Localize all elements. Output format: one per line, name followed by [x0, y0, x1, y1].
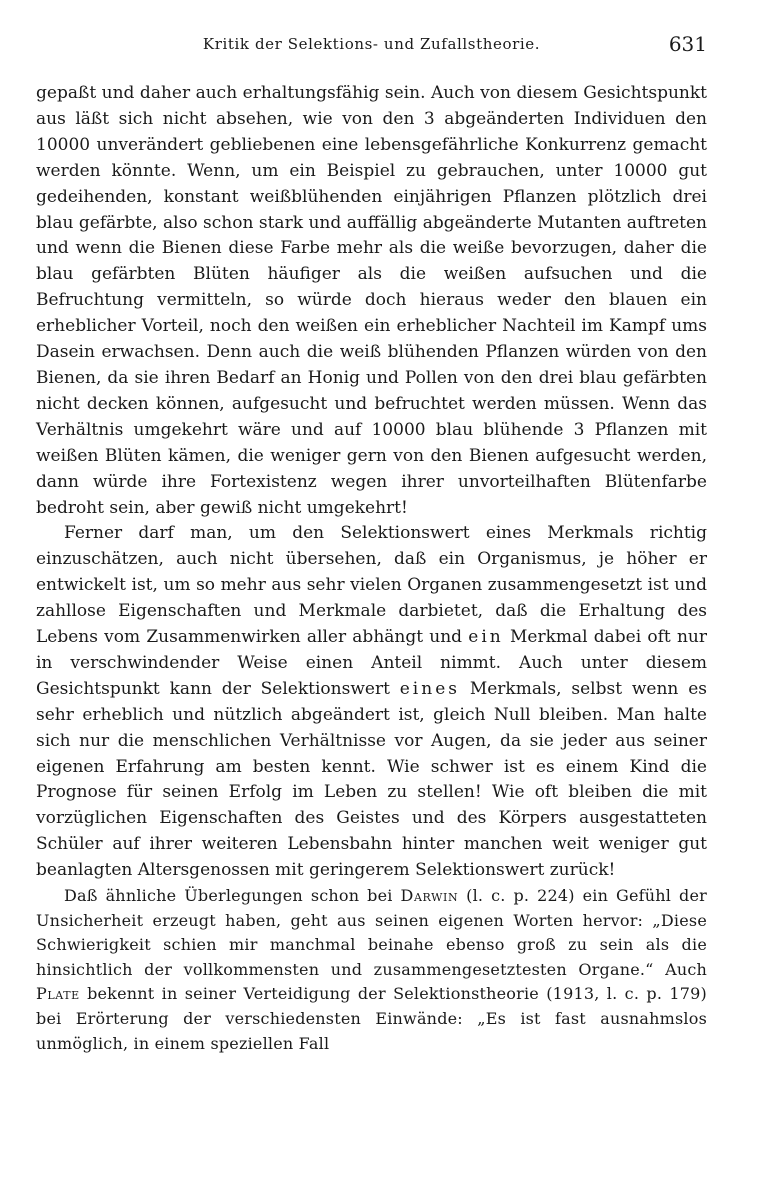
paragraph-text: Ferner darf man, um den Selektionswert eines Merkmals richtig einzuschätzen, auch nicht übersehen, daß ein Organismus, je höher er entwickelt ist, um so mehr aus sehr vielen Organen zusammengesetzt ist und zahllose Eigenschaften und Merkmale darbietet, daß die Erhaltung des Lebens vom Zusammenwirken aller abhängt und: [36, 523, 707, 648]
running-title: Kritik der Selektions- und Zufallstheorie.: [202, 35, 541, 53]
author-name-plate: Plate: [36, 984, 80, 1004]
page-number: 631: [668, 32, 707, 56]
author-name-darwin: Darwin: [400, 886, 459, 906]
paragraph-darwin-plate: [36, 884, 707, 1056]
emphasized-word: eines: [399, 678, 460, 699]
body-text: [36, 81, 707, 1056]
paragraph-text: Daß ähnliche Überlegungen schon bei: [64, 886, 401, 906]
paragraph-continuation: gepaßt und daher auch erhaltungsfähig sein. Auch von diesem Gesichtspunkt aus läßt sich nicht absehen, wie von den 3 abgeänderten Individuen den 10000 unverändert gebliebenen eine lebensgefährliche Konkurrenz gemacht werden könnte. Wenn, um ein Beispiel zu gebrauchen, unter 10000 gut gedeihenden, konstant weißblühenden einjährigen Pflanzen plötzlich drei blau gefärbte, also schon stark und auffällig abgeänderte Mutanten auftreten und wenn die Bienen diese Farbe mehr als die weiße bevorzugen, daher die blau gefärbten Blüten häufiger als die weißen aufsuchen und die Befruchtung vermitteln, so würde doch hieraus weder den blauen ein erheblicher Vorteil, noch den weißen ein erheblicher Nachteil im Kampf ums Dasein erwachsen. Denn auch die weiß blühenden Pflanzen würden von den Bienen, da sie ihren Bedarf an Honig und Pollen von den drei blau gefärbten nicht decken können, aufgesucht und befruchtet werden müssen. Wenn das Verhältnis umgekehrt wäre und auf 10000 blau blühende 3 Pflanzen mit weißen Blüten kämen, die weniger gern von den Bienen aufgesucht werden, dann würde ihre Fortexistenz wegen ihrer unvorteilhaften Blütenfarbe bedroht sein, aber gewiß nicht umgekehrt!: [36, 83, 707, 518]
paragraph-text: Merkmals, selbst wenn es sehr erheblich und nützlich abgeändert ist, gleich Null bleiben. Man halte sich nur die menschlichen Verhältnisse vor Augen, da sie jeder aus seiner eigenen Erfahrung am besten kennt. Wie schwer ist es einem Kind die Prognose für seinen Erfolg im Leben zu stellen! Wie oft bleiben die mit vorzüglichen Eigenschaften des Geistes und des Körpers ausgestatteten Schüler auf ihrer weiteren Lebensbahn hinter manchen weit weniger gut beanlagten Altersgenossen mit geringerem Selektionswert zurück!: [36, 678, 707, 881]
page-header: [36, 34, 707, 58]
paragraph-selection-value: [36, 521, 707, 884]
paragraph-text: Merkmal dabei oft nur in verschwindender Weise einen Anteil nimmt. Auch unter diesem Gesichtspunkt kann der Selektionswert: [36, 627, 708, 699]
paragraph-text: (l. c. p. 224) ein Gefühl der Unsicherheit erzeugt haben, geht aus seinen eigenen Worten hervor: „Diese Schwierigkeit schien mir manchmal beinahe ebenso groß zu sein als die hinsichtlich der vollkommensten und zusammengesetztesten Organe.“ Auch: [36, 886, 707, 979]
paragraph-text: bekennt in seiner Verteidigung der Selektionstheorie (1913, l. c. p. 179) bei Erörterung der verschiedensten Einwände: „Es ist fast ausnahmslos unmöglich, in einem speziellen Fall: [36, 984, 707, 1053]
emphasized-word: ein: [468, 627, 504, 648]
